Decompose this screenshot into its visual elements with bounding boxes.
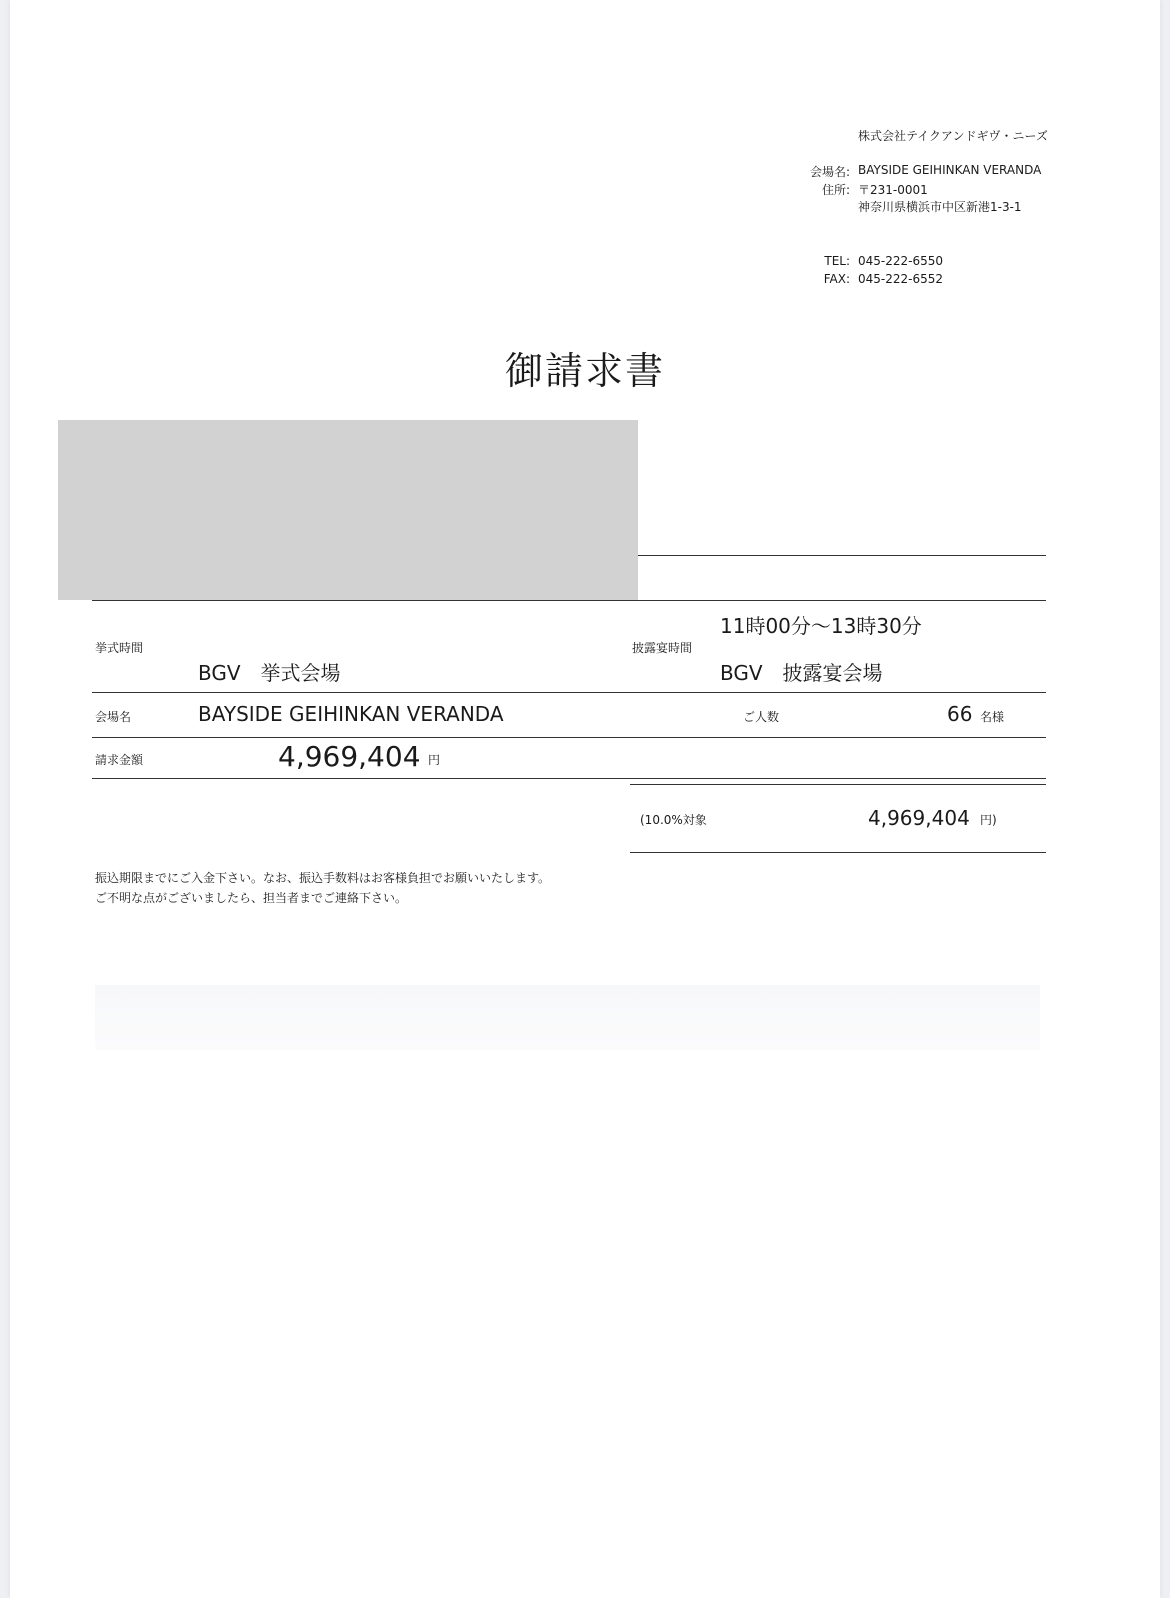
billing-unit: 円 [428, 753, 441, 767]
divider [92, 692, 1046, 693]
billing-label: 請求金額 [95, 753, 144, 767]
billing-amount: 4,969,404 [278, 740, 421, 773]
venue-label: 会場名: [809, 165, 850, 179]
invoice-page [10, 0, 1160, 1598]
divider [630, 852, 1046, 853]
tax-unit: 円) [980, 813, 997, 827]
guests-count: 66 [947, 702, 973, 726]
company-address: 神奈川県横浜市中区新港1-3-1 [858, 200, 1022, 214]
company-fax: 045-222-6552 [858, 272, 944, 286]
divider [92, 778, 1046, 779]
ceremony-place: BGV 挙式会場 [198, 661, 341, 685]
company-tel: 045-222-6550 [858, 254, 944, 268]
divider [92, 600, 1046, 601]
divider [638, 555, 1046, 556]
redacted-area [58, 420, 638, 600]
note-line: ご不明な点がございましたら、担当者までご連絡下さい。 [95, 891, 408, 905]
company-venue: BAYSIDE GEIHINKAN VERANDA [858, 163, 1042, 177]
guests-label: ご人数 [743, 710, 780, 724]
tax-amount: 4,969,404 [868, 806, 970, 830]
venue-row-value: BAYSIDE GEIHINKAN VERANDA [198, 702, 504, 726]
guests-unit: 名様 [980, 710, 1005, 724]
note-line: 振込期限までにご入金下さい。なお、振込手数料はお客様負担でお願いいたします。 [95, 871, 551, 885]
faded-table-area [95, 985, 1040, 1050]
tax-label: (10.0%対象 [640, 813, 707, 827]
tel-label: TEL: [824, 254, 850, 268]
venue-row-label: 会場名 [95, 710, 132, 724]
divider [630, 784, 1046, 785]
divider [92, 737, 1046, 738]
reception-label: 披露宴時間 [632, 641, 693, 655]
postal-code: 〒231-0001 [858, 183, 928, 197]
company-name: 株式会社テイクアンドギヴ・ニーズ [858, 129, 1048, 143]
reception-place: BGV 披露宴会場 [720, 661, 883, 685]
ceremony-label: 挙式時間 [95, 641, 144, 655]
reception-time: 11時00分～13時30分 [720, 614, 922, 638]
address-label: 住所: [821, 183, 850, 197]
fax-label: FAX: [823, 272, 850, 286]
document-title: 御請求書 [504, 349, 665, 393]
